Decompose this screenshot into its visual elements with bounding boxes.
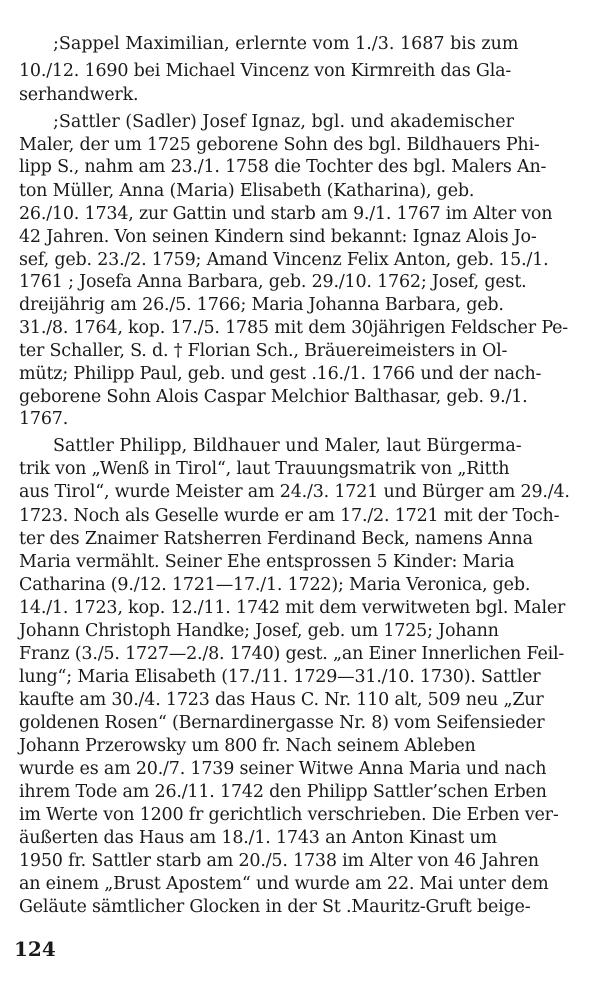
text-line: 10./12. 1690 bei Michael Vincenz von Kirmreith das Gla- bbox=[19, 61, 512, 81]
text-line: im Werte von 1200 fr gerichtlich verschrieben. Die Erben ver- bbox=[19, 805, 559, 825]
text-line: aus Tirol“, wurde Meister am 24./3. 1721 und Bürger am 29./4. bbox=[19, 482, 570, 502]
text-line: 26./10. 1734, zur Gattin und starb am 9./1. 1767 im Alter von bbox=[19, 204, 553, 224]
text-line: Catharina (9./12. 1721—17./1. 1722); Maria Veronica, geb. bbox=[19, 575, 531, 595]
text-line: an einem „Brust Apostem“ und wurde am 22. Mai unter dem bbox=[19, 874, 549, 894]
text-line: goldenen Rosen“ (Bernardinergasse Nr. 8) vom Seifensieder bbox=[19, 713, 545, 733]
text-line: mütz; Philipp Paul, geb. und gest .16./1. 1766 und der nach- bbox=[19, 364, 542, 384]
page-number: 124 bbox=[14, 937, 56, 961]
text-line: dreijährig am 26./5. 1766; Maria Johanna Barbara, geb. bbox=[19, 295, 504, 315]
text-line: 14./1. 1723, kop. 12./11. 1742 mit dem verwitweten bgl. Maler bbox=[19, 598, 566, 618]
text-line: Johann Przerowsky um 800 fr. Nach seinem Ableben bbox=[19, 736, 476, 756]
text-line: 1761 ; Josefa Anna Barbara, geb. 29./10. 1762; Josef, gest. bbox=[19, 272, 527, 292]
text-line: lung“; Maria Elisabeth (17./11. 1729—31./10. 1730). Sattler bbox=[19, 667, 541, 687]
text-line: Maria vermählt. Seiner Ehe entsprossen 5 Kinder: Maria bbox=[19, 552, 515, 572]
text-line: ;Sappel Maximilian, erlernte vom 1./3. 1687 bis zum bbox=[53, 34, 519, 54]
text-line: serhandwerk. bbox=[19, 85, 139, 105]
text-line: Johann Christoph Handke; Josef, geb. um 1725; Johann bbox=[19, 621, 499, 641]
text-line: Geläute sämtlicher Glocken in der St .Mauritz-Gruft beige- bbox=[19, 897, 531, 917]
text-line: geborene Sohn Alois Caspar Melchior Balthasar, geb. 9./1. bbox=[19, 387, 528, 407]
text-line: Maler, der um 1725 geborene Sohn des bgl. Bildhauers Phi- bbox=[19, 135, 540, 155]
text-line: Franz (3./5. 1727—2./8. 1740) gest. „an Einer Innerlichen Feil- bbox=[19, 644, 565, 664]
text-line: sef, geb. 23./2. 1759; Amand Vincenz Felix Anton, geb. 15./1. bbox=[19, 250, 549, 270]
text-line: 1950 fr. Sattler starb am 20./5. 1738 im Alter von 46 Jahren bbox=[19, 851, 539, 871]
text-line: 1767. bbox=[19, 409, 69, 429]
text-line: kaufte am 30./4. 1723 das Haus C. Nr. 110 alt, 509 neu „Zur bbox=[19, 690, 544, 710]
text-line: äußerten das Haus am 18./1. 1743 an Anton Kinast um bbox=[19, 828, 497, 848]
text-line: ter des Znaimer Ratsherren Ferdinand Beck, namens Anna bbox=[19, 529, 533, 549]
text-line: lipp S., nahm am 23./1. 1758 die Tochter des bgl. Malers An- bbox=[19, 157, 547, 177]
text-line: 1723. Noch als Geselle wurde er am 17./2. 1721 mit der Toch- bbox=[19, 506, 560, 526]
text-line: ter Schaller, S. d. † Florian Sch., Bräuereimeisters in Ol- bbox=[19, 341, 508, 361]
text-line: Sattler Philipp, Bildhauer und Maler, laut Bürgerma- bbox=[53, 436, 522, 456]
text-line: ;Sattler (Sadler) Josef Ignaz, bgl. und akademischer bbox=[53, 112, 514, 132]
text-line: 42 Jahren. Von seinen Kindern sind bekannt: Ignaz Alois Jo- bbox=[19, 227, 537, 247]
text-line: ihrem Tode am 26./11. 1742 den Philipp Sattler’schen Erben bbox=[19, 782, 547, 802]
text-line: wurde es am 20./7. 1739 seiner Witwe Anna Maria und nach bbox=[19, 759, 547, 779]
text-line: 31./8. 1764, kop. 17./5. 1785 mit dem 30jährigen Feldscher Pe- bbox=[19, 318, 568, 338]
text-line: ton Müller, Anna (Maria) Elisabeth (Katharina), geb. bbox=[19, 181, 475, 201]
text-line: trik von „Wenß in Tirol“, laut Trauungsmatrik von „Ritth bbox=[19, 459, 510, 479]
